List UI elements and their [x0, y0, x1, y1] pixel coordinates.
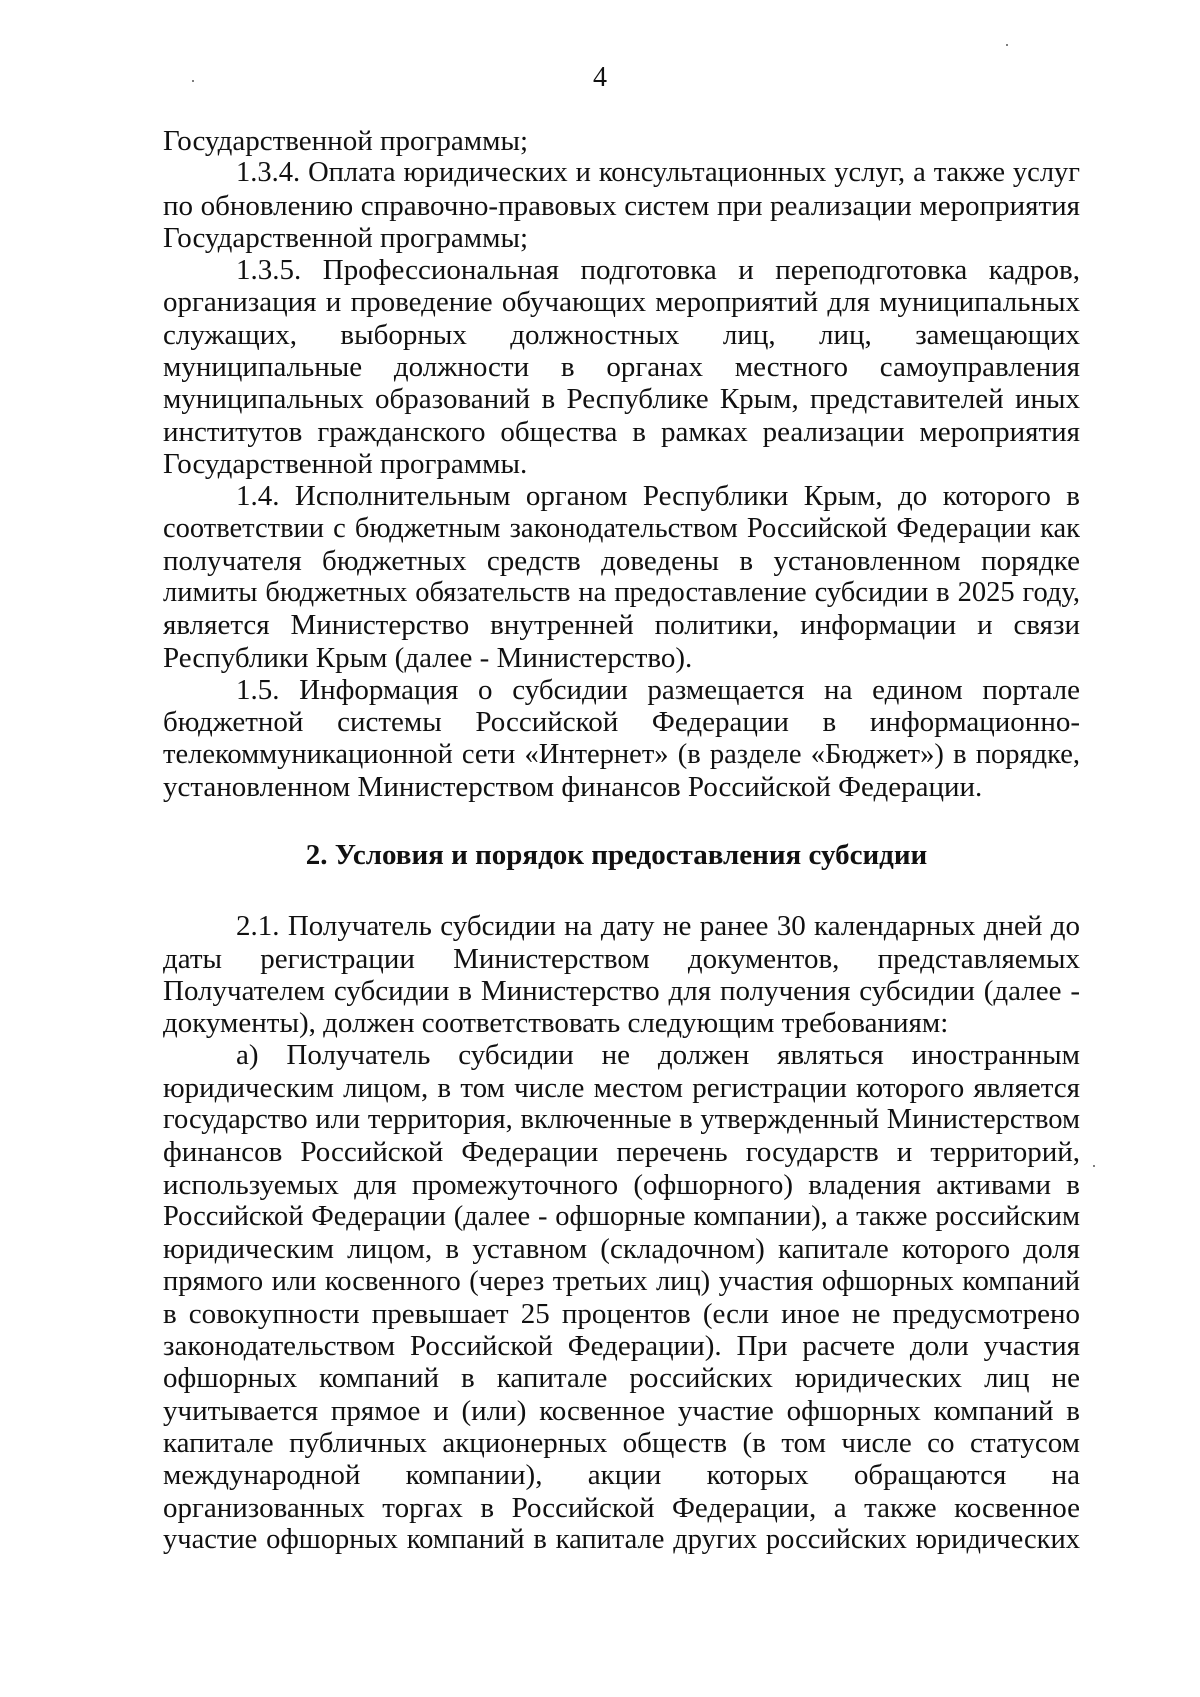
text-line: юридическим лицом, в уставном (складочном) капитале которого доля [163, 1233, 1080, 1266]
text-line: 2.1. Получатель субсидии на дату не ранее 30 календарных дней до [236, 910, 1080, 943]
text-line: институтов гражданского общества в рамках реализации мероприятия [163, 415, 1080, 448]
text-line: организованных торгах в Российской Федерации, а также косвенное [163, 1491, 1080, 1524]
scan-speck [1093, 1165, 1095, 1167]
text-line: 1.3.5. Профессиональная подготовка и переподготовка кадров, [236, 254, 1080, 287]
text-line: даты регистрации Министерством документов, представляемых [163, 942, 1080, 975]
text-line: получателя бюджетных средств доведены в установленном порядке [163, 544, 1080, 577]
text-line: служащих, выборных должностных лиц, лиц, замещающих [163, 318, 1080, 351]
text-line: Российской Федерации (далее - офшорные компании), а также российским [163, 1200, 1080, 1232]
text-line: телекоммуникационной сети «Интернет» (в разделе «Бюджет») в порядке, [163, 738, 1080, 770]
text-line: 1.5. Информация о субсидии размещается на едином портале [236, 674, 1080, 707]
text-line: юридическим лицом, в том числе местом регистрации которого является [163, 1071, 1080, 1104]
page-number: 4 [593, 62, 607, 93]
text-line: учитывается прямое и (или) косвенное участие офшорных компаний в [163, 1394, 1080, 1427]
paragraph [163, 125, 1080, 157]
document-body [163, 125, 1080, 1556]
text-line: документы), должен соответствовать следующим требованиям: [163, 1007, 949, 1040]
scan-speck [1006, 44, 1008, 46]
text-line: участие офшорных компаний в капитале других российских юридических [163, 1523, 1080, 1555]
text-line: установленном Министерством финансов Российской Федерации. [163, 770, 983, 803]
text-line: законодательством Российской Федерации). При расчете доли участия [163, 1330, 1080, 1363]
spacer [163, 803, 1080, 839]
paragraph [163, 157, 1080, 254]
text-line: муниципальные должности в органах местного самоуправления [163, 351, 1080, 384]
paragraph [163, 674, 1080, 803]
paragraph [163, 910, 1080, 1039]
text-line: является Министерство внутренней политики, информации и связи [163, 609, 1080, 642]
text-line: Республики Крым (далее - Министерство). [163, 641, 693, 674]
text-line: международной компании), акции которых обращаются на [163, 1459, 1080, 1492]
text-line: прямого или косвенного (через третьих лиц) участия офшорных компаний [163, 1265, 1080, 1297]
text-line: по обновлению справочно-правовых систем при реализации мероприятия [163, 189, 1080, 222]
section-heading: 2. Условия и порядок предоставления субсидии [305, 839, 928, 872]
paragraph [163, 480, 1080, 674]
text-line: государство или территория, включенные в утвержденный Министерством [163, 1104, 1080, 1136]
text-line: лимиты бюджетных обязательств на предоставление субсидии в 2025 году, [163, 577, 1080, 609]
text-line: капитале публичных акционерных обществ (в том числе со статусом [163, 1426, 1080, 1459]
text-line: в совокупности превышает 25 процентов (если иное не предусмотрено [163, 1297, 1080, 1330]
paragraph [163, 254, 1080, 480]
text-line: Государственной программы; [163, 125, 529, 157]
text-line: офшорных компаний в капитале российских юридических лиц не [163, 1362, 1080, 1395]
spacer [163, 871, 1080, 910]
text-line: Получателем субсидии в Министерство для получения субсидии (далее - [163, 974, 1080, 1007]
text-line: Государственной программы. [163, 447, 528, 480]
scan-speck [192, 80, 194, 82]
text-line: 1.4. Исполнительным органом Республики Крым, до которого в [236, 480, 1080, 513]
text-line: соответствии с бюджетным законодательством Российской Федерации как [163, 512, 1080, 544]
text-line: бюджетной системы Российской Федерации в информационно- [163, 706, 1080, 739]
text-line: а) Получатель субсидии не должен являться иностранным [236, 1039, 1080, 1072]
text-line: используемых для промежуточного (офшорного) владения активами в [163, 1168, 1080, 1201]
text-line: Государственной программы; [163, 221, 529, 254]
text-line: финансов Российской Федерации перечень государств и территорий, [163, 1136, 1080, 1169]
text-line: организация и проведение обучающих мероприятий для муниципальных [163, 286, 1080, 319]
paragraph [163, 1039, 1080, 1556]
text-line: 1.3.4. Оплата юридических и консультационных услуг, а также услуг [236, 157, 1080, 189]
text-line: муниципальных образований в Республике Крым, представителей иных [163, 383, 1080, 416]
